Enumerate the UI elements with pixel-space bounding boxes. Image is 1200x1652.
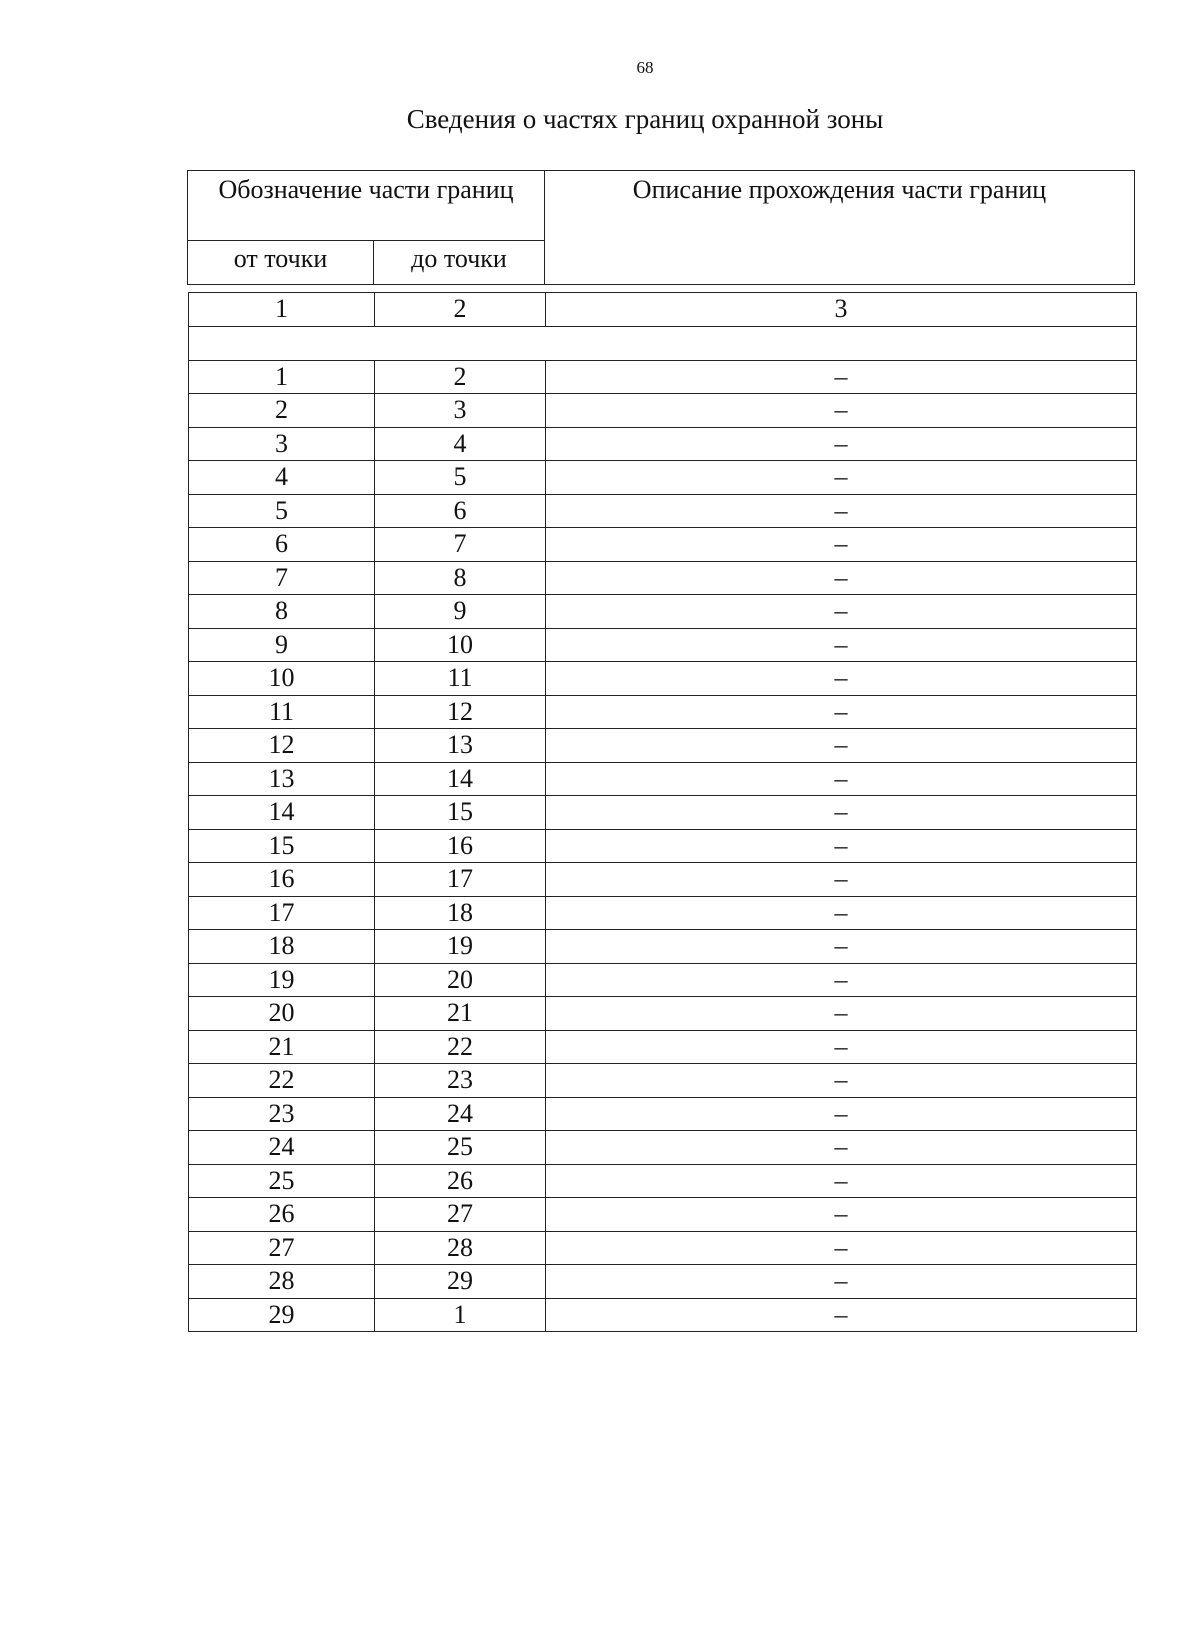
section-row-cell [189,326,1137,360]
cell-from: 14 [189,796,375,830]
cell-to: 20 [375,963,546,997]
table-row [189,863,1137,897]
table-body [189,293,1137,1332]
cell-desc: – [546,963,1137,997]
cell-to: 19 [375,930,546,964]
cell-desc: – [546,360,1137,394]
cell-from: 4 [189,461,375,495]
cell-to: 8 [375,561,546,595]
cell-desc: – [546,930,1137,964]
cell-from: 5 [189,494,375,528]
cell-desc: – [546,997,1137,1031]
table-row [189,829,1137,863]
table-row [189,997,1137,1031]
cell-to: 21 [375,997,546,1031]
cell-to: 6 [375,494,546,528]
header-designation: Обозначение части границ [188,171,545,241]
boundary-parts-table [188,292,1137,1332]
table-row [189,1131,1137,1165]
table-row [189,1198,1137,1232]
table-row [189,595,1137,629]
cell-to: 15 [375,796,546,830]
cell-desc: – [546,494,1137,528]
column-number-2: 2 [375,293,546,327]
cell-to: 14 [375,762,546,796]
cell-from: 25 [189,1164,375,1198]
cell-from: 22 [189,1064,375,1098]
table-row [189,561,1137,595]
table-row [189,1030,1137,1064]
cell-to: 16 [375,829,546,863]
cell-from: 2 [189,394,375,428]
table-row [189,695,1137,729]
cell-desc: – [546,1298,1137,1332]
cell-from: 16 [189,863,375,897]
cell-from: 27 [189,1231,375,1265]
cell-desc: – [546,528,1137,562]
cell-from: 1 [189,360,375,394]
cell-to: 24 [375,1097,546,1131]
cell-desc: – [546,762,1137,796]
cell-to: 3 [375,394,546,428]
cell-to: 29 [375,1265,546,1299]
cell-desc: – [546,729,1137,763]
cell-desc: – [546,1265,1137,1299]
table-row [189,494,1137,528]
cell-desc: – [546,796,1137,830]
table-row [189,394,1137,428]
cell-from: 18 [189,930,375,964]
cell-to: 2 [375,360,546,394]
section-row [189,326,1137,360]
cell-to: 9 [375,595,546,629]
cell-desc: – [546,1097,1137,1131]
cell-from: 20 [189,997,375,1031]
cell-to: 4 [375,427,546,461]
cell-desc: – [546,461,1137,495]
cell-desc: – [546,863,1137,897]
cell-desc: – [546,1164,1137,1198]
table-row [189,1064,1137,1098]
cell-to: 1 [375,1298,546,1332]
table-row [189,427,1137,461]
table-row [189,762,1137,796]
cell-from: 11 [189,695,375,729]
cell-desc: – [546,896,1137,930]
table-header [187,170,1135,285]
cell-from: 26 [189,1198,375,1232]
column-numbers-row [189,293,1137,327]
header-to-point: до точки [374,241,545,284]
cell-desc: – [546,829,1137,863]
cell-from: 17 [189,896,375,930]
cell-desc: – [546,561,1137,595]
cell-desc: – [546,1131,1137,1165]
cell-from: 6 [189,528,375,562]
table-row [189,796,1137,830]
cell-from: 29 [189,1298,375,1332]
cell-from: 24 [189,1131,375,1165]
table-row [189,628,1137,662]
table-row [189,930,1137,964]
cell-to: 18 [375,896,546,930]
cell-from: 10 [189,662,375,696]
column-number-1: 1 [189,293,375,327]
table-row [189,1265,1137,1299]
cell-desc: – [546,662,1137,696]
table-row [189,1097,1137,1131]
cell-to: 22 [375,1030,546,1064]
cell-from: 8 [189,595,375,629]
table-row [189,662,1137,696]
cell-to: 7 [375,528,546,562]
column-number-3: 3 [546,293,1137,327]
page-number: 68 [636,58,654,77]
table-row [189,1164,1137,1198]
cell-to: 17 [375,863,546,897]
cell-desc: – [546,1030,1137,1064]
cell-to: 11 [375,662,546,696]
cell-to: 5 [375,461,546,495]
table-row [189,896,1137,930]
cell-to: 26 [375,1164,546,1198]
table-row [189,360,1137,394]
cell-from: 3 [189,427,375,461]
cell-from: 21 [189,1030,375,1064]
cell-from: 7 [189,561,375,595]
cell-to: 27 [375,1198,546,1232]
cell-from: 12 [189,729,375,763]
cell-from: 15 [189,829,375,863]
table-row [189,729,1137,763]
cell-desc: – [546,628,1137,662]
header-description: Описание прохождения части границ [632,175,1047,204]
header-from-point: от точки [188,241,374,284]
table-row [189,1298,1137,1332]
table-row [189,528,1137,562]
cell-desc: – [546,1231,1137,1265]
cell-to: 12 [375,695,546,729]
cell-from: 23 [189,1097,375,1131]
cell-desc: – [546,695,1137,729]
cell-to: 10 [375,628,546,662]
cell-to: 23 [375,1064,546,1098]
cell-from: 9 [189,628,375,662]
cell-desc: – [546,1198,1137,1232]
cell-desc: – [546,427,1137,461]
cell-from: 13 [189,762,375,796]
cell-to: 13 [375,729,546,763]
table-row [189,963,1137,997]
table-row [189,461,1137,495]
cell-desc: – [546,1064,1137,1098]
cell-to: 28 [375,1231,546,1265]
cell-to: 25 [375,1131,546,1165]
table-row [189,1231,1137,1265]
cell-from: 28 [189,1265,375,1299]
document-title: Сведения о частях границ охранной зоны [406,104,884,134]
cell-desc: – [546,595,1137,629]
cell-desc: – [546,394,1137,428]
cell-from: 19 [189,963,375,997]
